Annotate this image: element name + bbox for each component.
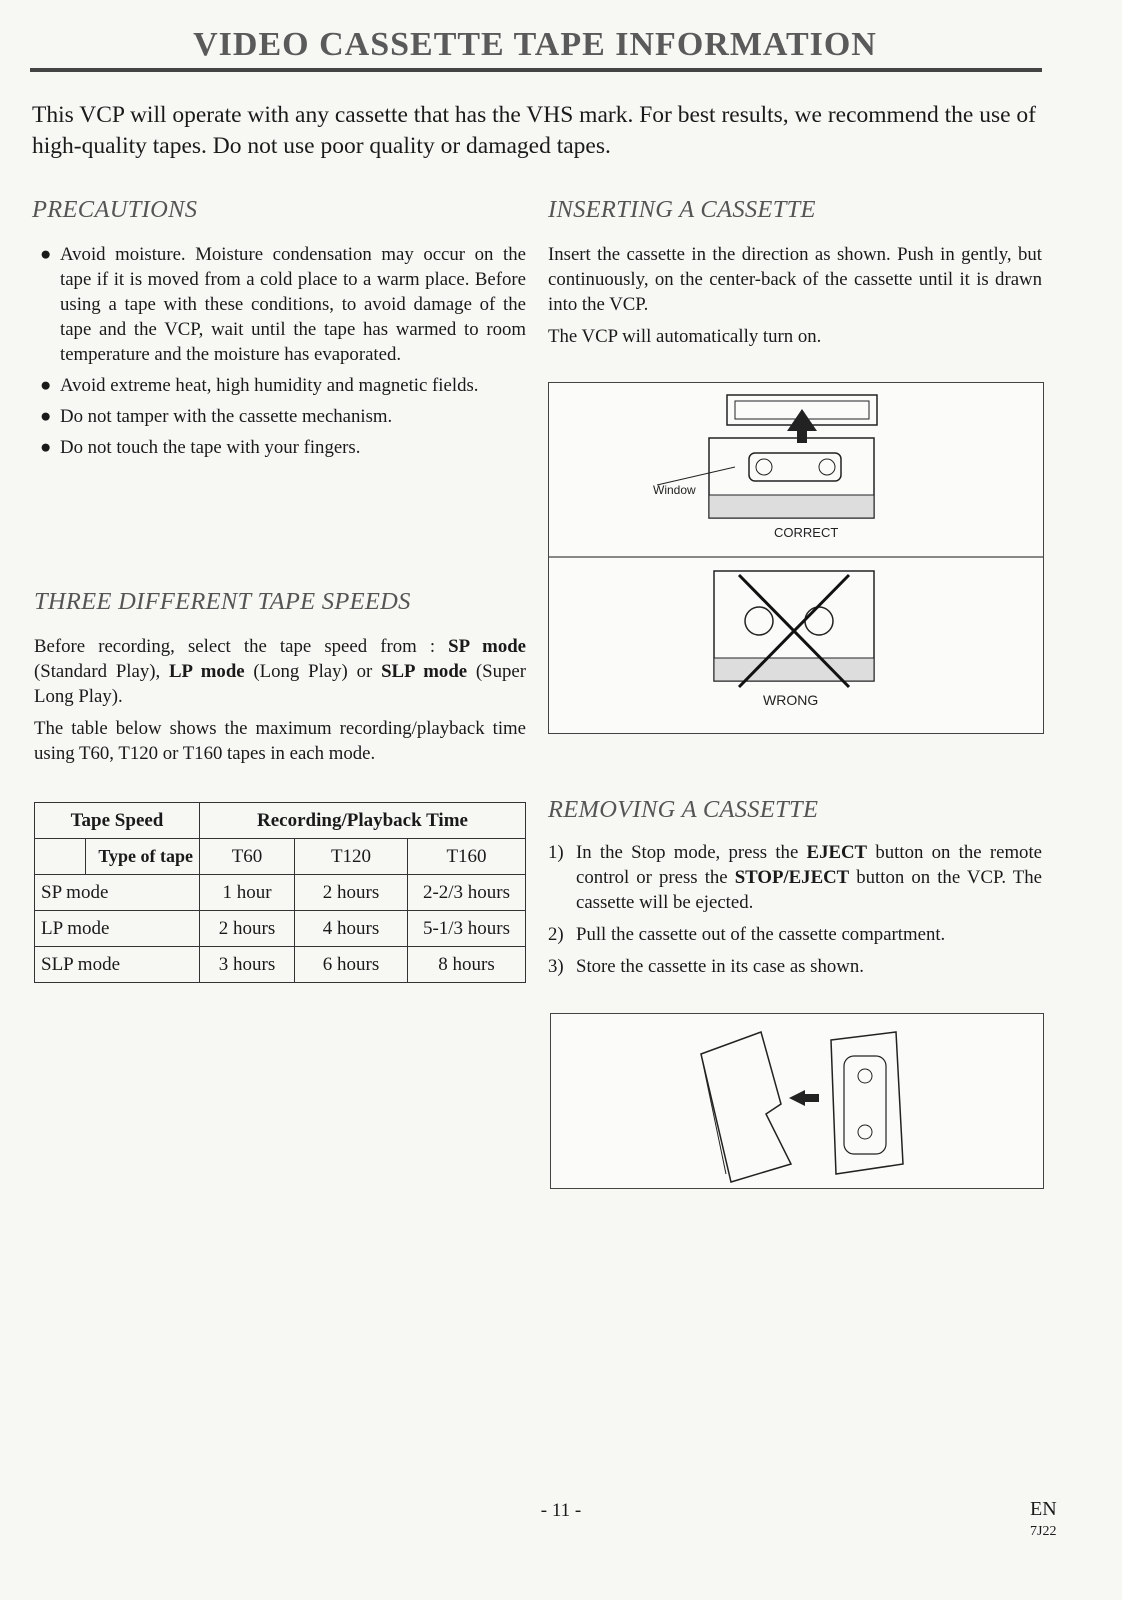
table-col-header: T160 (408, 839, 526, 875)
speeds-heading: THREE DIFFERENT TAPE SPEEDS (34, 588, 411, 615)
bullet-icon: ● (40, 437, 52, 458)
precaution-item: ● Avoid extreme heat, high humidity and magnetic fields. (40, 375, 479, 396)
precaution-item: ● Do not touch the tape with your fingers. (40, 437, 361, 458)
precaution-item: ● Avoid moisture. Moisture condensation may occur on the tape if it is moved from a cold place to a warm place. Before using a tape with these conditions, to avoid damage of the tape and the VCP, wait until the tape has warmed to room temperature and the moisture has evaporated. (40, 244, 526, 365)
precaution-item: ● Do not tamper with the cassette mechanism. (40, 406, 393, 427)
removing-steps (548, 840, 1042, 986)
speeds-paragraph-2: The table below shows the maximum recording/playback time using T60, T120 or T160 tapes in each mode. (34, 718, 526, 764)
table-header-type: Type of tape (98, 846, 193, 866)
bullet-icon: ● (40, 244, 52, 265)
precautions-heading: PRECAUTIONS (32, 196, 198, 223)
removing-step: 1) In the Stop mode, press the EJECT button on the remote control or press the STOP/EJECT button on the VCP. The cassette will be ejected. (548, 842, 1042, 913)
model-code: 7J22 (1030, 1524, 1057, 1539)
table-col-header: T120 (295, 839, 408, 875)
wrong-label: WRONG (763, 692, 819, 708)
removing-step: 3) Store the cassette in its case as shown. (548, 956, 864, 977)
table-col-header: T60 (200, 839, 295, 875)
table-row: SP mode 1 hour 2 hours 2-2/3 hours (35, 875, 526, 911)
insert-diagram (549, 383, 1043, 733)
inserting-paragraph-2: The VCP will automatically turn on. (548, 326, 822, 347)
title-rule (30, 68, 1042, 72)
removing-step: 2) Pull the cassette out of the cassette compartment. (548, 924, 946, 945)
precautions-list (34, 242, 526, 466)
language-code: EN (1030, 1498, 1057, 1520)
inserting-heading: INSERTING A CASSETTE (548, 196, 816, 223)
store-illustration (550, 1013, 1044, 1189)
table-header-time: Recording/Playback Time (200, 803, 526, 839)
inserting-paragraph-1: Insert the cassette in the direction as shown. Push in gently, but continuously, on the center-back of the cassette until it is drawn into the VCP. (548, 244, 1042, 315)
speeds-text (34, 634, 526, 773)
bullet-icon: ● (40, 406, 52, 427)
speeds-paragraph-1: Before recording, select the tape speed from : SP mode (Standard Play), LP mode (Long Play) or SLP mode (Super Long Play). (34, 636, 526, 707)
intro-text: This VCP will operate with any cassette that has the VHS mark. For best results, we recommend the use of high-quality tapes. Do not use poor quality or damaged tapes. (32, 102, 1036, 159)
correct-label: CORRECT (774, 525, 839, 540)
table-row: LP mode 2 hours 4 hours 5-1/3 hours (35, 911, 526, 947)
table-header-speed: Tape Speed (35, 803, 200, 839)
table-row: SLP mode 3 hours 6 hours 8 hours (35, 947, 526, 983)
insert-illustration (548, 382, 1044, 734)
page-title: VIDEO CASSETTE TAPE INFORMATION (193, 26, 877, 63)
page-number: - 11 - (540, 1500, 582, 1521)
bullet-icon: ● (40, 375, 52, 396)
window-label: Window (653, 483, 696, 497)
store-diagram (551, 1014, 1043, 1188)
tape-speed-table (34, 802, 526, 983)
inserting-text (548, 242, 1042, 356)
table-type-cell (35, 839, 200, 875)
removing-heading: REMOVING A CASSETTE (548, 796, 819, 823)
